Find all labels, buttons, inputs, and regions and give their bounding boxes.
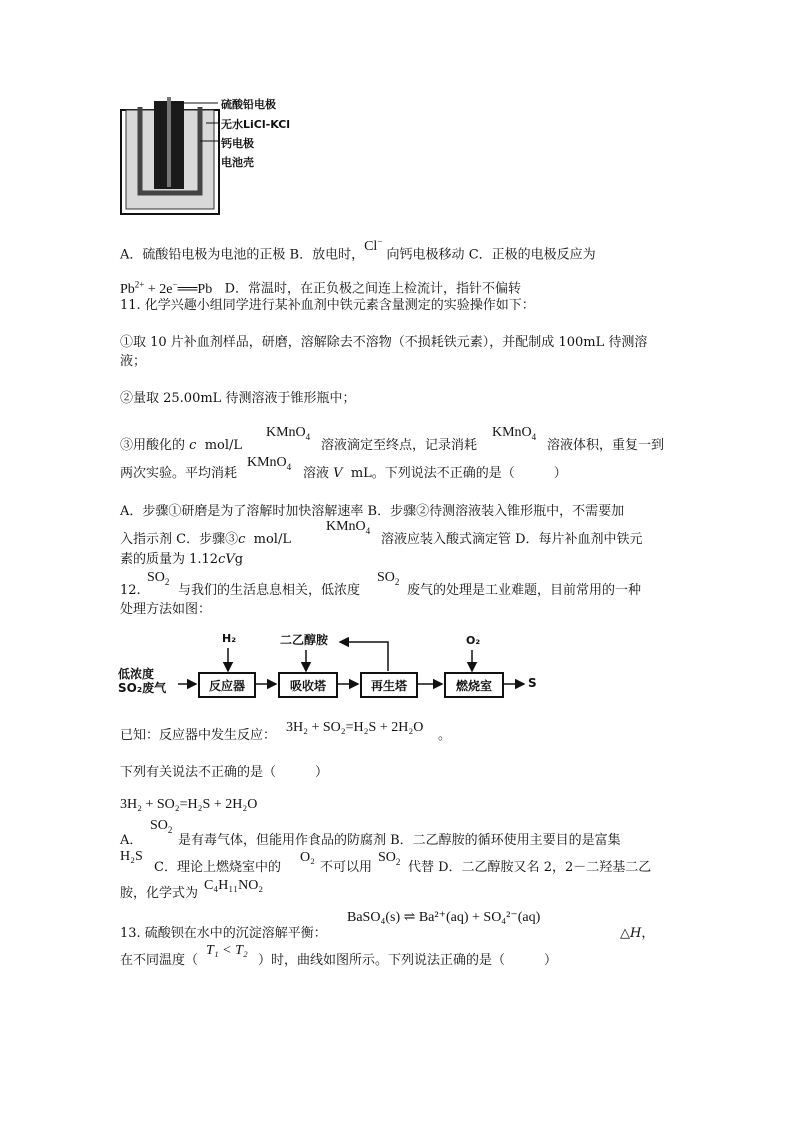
flow-o2-label: O₂	[466, 634, 481, 647]
q12-option-a: A．	[120, 833, 143, 848]
so2-formula: $SO_2$	[150, 818, 173, 835]
q11-options-line1: A．步骤①研磨是为了溶解时加快溶解速率 B．步骤②待测溶液装入锥形瓶中，不需要加	[120, 504, 625, 519]
baso4-equilibrium: BaSO₄(s) ⇌ Ba²⁺(aq) + SO₄²⁻(aq)	[347, 910, 541, 925]
battery-svg	[118, 95, 308, 220]
so2-formula: $SO_2$	[147, 570, 170, 587]
reactor-equation: 3H₂ + SO₂=H₂S + 2H₂O	[286, 720, 424, 735]
q11-stem: 11. 化学兴趣小组同学进行某补血剂中铁元素含量测定的实验操作如下：	[120, 298, 535, 313]
q11-options-line3: 素的质量为 1.12cVg	[120, 552, 244, 567]
label-electrolyte: 无水LiCl-KCl	[221, 118, 291, 131]
combustion-box: 燃烧室	[444, 672, 504, 698]
diethanolamine-formula: C₄H₁₁NO₂	[204, 878, 264, 893]
flow-output-s: S	[528, 676, 537, 690]
q11-step2: ②量取 25.00mL 待测溶液于锥形瓶中；	[120, 391, 356, 406]
q12-option-c: C．理论上燃烧室中的	[154, 860, 281, 875]
regenerator-box: 再生塔	[360, 672, 418, 698]
label-shell: 电池壳	[221, 156, 254, 169]
q10-options-line1: A．硫酸铅电极为电池的正极 B．放电时，Cl− 向钙电极移动 C．正极的电极反应为	[120, 236, 596, 263]
q11-step1-line2: 液；	[120, 354, 147, 369]
kmno4-formula: KMnO$_4$	[247, 455, 292, 472]
kmno4-formula: KMnO$_4$	[266, 425, 311, 442]
q12-known: 已知：反应器中发生反应：	[120, 728, 277, 743]
q11-step3-line1: ③用酸化的 c mol/L	[120, 438, 243, 453]
q10-options-line2	[120, 275, 521, 299]
q11-step1-line1: ①取 10 片补血剂样品，研磨，溶解除去不溶物（不损耗铁元素），并配制成 100mL 待测溶	[120, 335, 648, 350]
q12-stem-line2: 处理方法如图：	[120, 602, 212, 617]
reactor-equation-repeat: 3H₂ + SO₂=H₂S + 2H₂O	[120, 797, 258, 812]
q13-stem: 13. 硫酸钡在水中的沉淀溶解平衡：	[120, 926, 327, 941]
reactor-box: 反应器	[198, 672, 256, 698]
o2-formula: O₂	[300, 850, 315, 865]
q10-option-c: C．正极的电极反应为	[468, 247, 596, 263]
h2s-formula: H₂S	[120, 849, 143, 864]
q10-option-b: B．放电时，	[289, 247, 365, 263]
electrode-rod	[167, 97, 171, 187]
q12-option-d-end: 胺，化学式为	[120, 886, 199, 901]
so2-formula: $SO_2$	[377, 570, 400, 587]
q11-step3-line2: 两次实验。平均消耗	[120, 466, 238, 481]
flow-recycle-label: 二乙醇胺	[280, 633, 329, 647]
q12-stem: 12.	[120, 583, 141, 598]
label-lead-sulfate: 硫酸铅电极	[221, 98, 276, 111]
kmno4-formula: KMnO$_4$	[326, 519, 371, 536]
chloride-ion: Cl−	[364, 236, 383, 254]
electrode-equation: $Pb^{2+}$ + 2e−══Pb	[120, 279, 213, 297]
battery-diagram	[118, 95, 308, 220]
q12-ask: 下列有关说法不正确的是（ ）	[120, 765, 329, 780]
process-flow-diagram	[118, 630, 558, 710]
absorber-box: 吸收塔	[278, 672, 338, 698]
kmno4-formula: KMnO$_4$	[492, 425, 537, 442]
temperature-condition: T₁ < T₂	[206, 943, 248, 958]
q10-option-d: D．常温时，在正负极之间连上检流计，指针不偏转	[224, 281, 522, 297]
flow-input-label: 低浓度 SO₂废气	[118, 667, 167, 695]
flow-arrows	[118, 630, 558, 710]
label-calcium: 钙电极	[221, 137, 254, 150]
q13-stem-line2: 在不同温度（	[120, 953, 199, 968]
q11-options-line2: 入指示剂 C．步骤③c mol/L	[120, 532, 291, 547]
so2-formula: $SO_2$	[378, 850, 401, 867]
flow-h2-label: H₂	[222, 632, 237, 645]
q10-option-a: A．硫酸铅电极为电池的正极	[120, 247, 286, 263]
